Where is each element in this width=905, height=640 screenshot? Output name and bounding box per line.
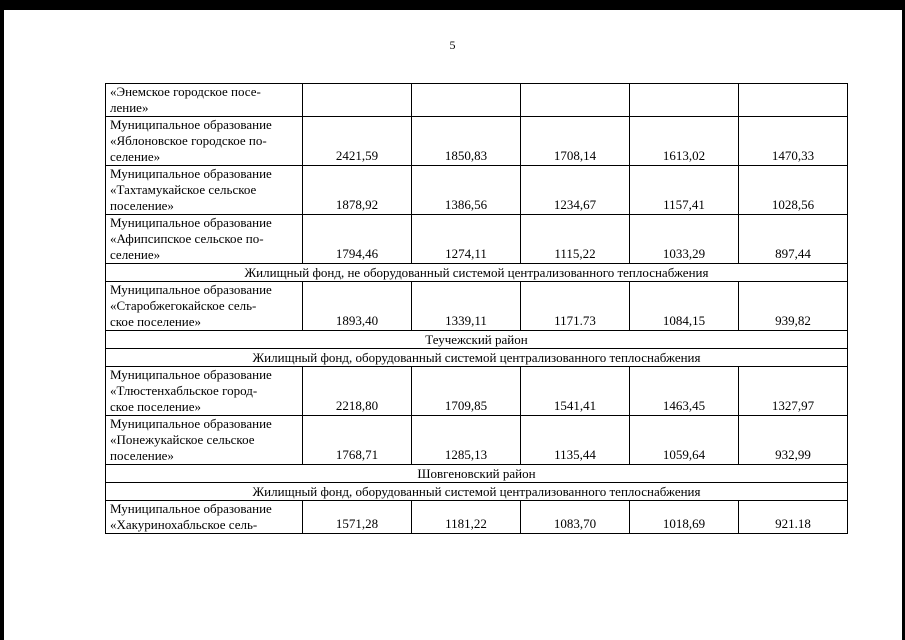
section-header: Жилищный фонд, оборудованный системой централизованного теплоснабжения (106, 349, 848, 367)
municipality-name-cell (106, 84, 303, 117)
municipality-name-line: поселение» (110, 198, 174, 213)
tariff-table (105, 83, 848, 534)
municipality-name-line: «Яблоновское городское по- (110, 133, 267, 148)
municipality-name-cell (106, 166, 303, 215)
municipality-name-line: Муниципальное образование (110, 117, 272, 132)
municipality-name-line: Муниципальное образование (110, 501, 272, 516)
municipality-name-line: «Понежукайское сельское (110, 432, 255, 447)
municipality-name-line: ское поселение» (110, 314, 202, 329)
value-cell: 1018,69 (630, 501, 739, 534)
value-cell: 1708,14 (521, 117, 630, 166)
value-cell (630, 84, 739, 117)
municipality-name-line: «Старобжегокайское сель- (110, 298, 257, 313)
municipality-name-line: Муниципальное образование (110, 215, 272, 230)
value-cell: 939,82 (739, 282, 848, 331)
page-number: 5 (449, 38, 456, 52)
value-cell: 2218,80 (303, 367, 412, 416)
value-cell: 1613,02 (630, 117, 739, 166)
value-cell: 897,44 (739, 215, 848, 264)
municipality-name-line: поселение» (110, 448, 174, 463)
value-cell: 1463,45 (630, 367, 739, 416)
municipality-name-cell (106, 117, 303, 166)
table-row (106, 501, 848, 534)
value-cell: 1285,13 (412, 416, 521, 465)
value-cell: 1470,33 (739, 117, 848, 166)
value-cell: 1794,46 (303, 215, 412, 264)
value-cell: 932,99 (739, 416, 848, 465)
value-cell: 1157,41 (630, 166, 739, 215)
municipality-name-line: ление» (110, 100, 149, 115)
value-cell: 1028,56 (739, 166, 848, 215)
municipality-name-line: селение» (110, 149, 161, 164)
value-cell: 1850,83 (412, 117, 521, 166)
section-header-row (106, 264, 848, 282)
value-cell: 1878,92 (303, 166, 412, 215)
value-cell: 1234,67 (521, 166, 630, 215)
value-cell: 921.18 (739, 501, 848, 534)
municipality-name-line: «Энемское городское посе- (110, 84, 261, 99)
municipality-name-cell (106, 282, 303, 331)
value-cell: 1339,11 (412, 282, 521, 331)
section-header-row (106, 465, 848, 483)
section-header: Теучежский район (106, 331, 848, 349)
scan-left-border (0, 0, 4, 640)
table-row (106, 367, 848, 416)
municipality-name-line: Муниципальное образование (110, 367, 272, 382)
scan-top-border (0, 0, 905, 10)
value-cell: 1893,40 (303, 282, 412, 331)
municipality-name-cell (106, 367, 303, 416)
table-row (106, 84, 848, 117)
value-cell: 1541,41 (521, 367, 630, 416)
municipality-name-line: Муниципальное образование (110, 166, 272, 181)
section-header: Жилищный фонд, не оборудованный системой централизованного теплоснабжения (106, 264, 848, 282)
municipality-name-cell (106, 215, 303, 264)
municipality-name-cell (106, 501, 303, 534)
municipality-name-cell (106, 416, 303, 465)
value-cell (303, 84, 412, 117)
municipality-name-line: ское поселение» (110, 399, 202, 414)
value-cell (739, 84, 848, 117)
tariff-table-body (106, 84, 848, 534)
value-cell (412, 84, 521, 117)
municipality-name-line: Муниципальное образование (110, 416, 272, 431)
value-cell: 1181,22 (412, 501, 521, 534)
municipality-name-line: селение» (110, 247, 161, 262)
table-row (106, 416, 848, 465)
value-cell: 1059,64 (630, 416, 739, 465)
municipality-name-line: «Тлюстенхабльское город- (110, 383, 258, 398)
municipality-name-line: «Тахтамукайское сельское (110, 182, 257, 197)
value-cell: 1768,71 (303, 416, 412, 465)
value-cell: 1033,29 (630, 215, 739, 264)
value-cell: 1084,15 (630, 282, 739, 331)
value-cell (521, 84, 630, 117)
section-header-row (106, 349, 848, 367)
section-header: Жилищный фонд, оборудованный системой централизованного теплоснабжения (106, 483, 848, 501)
value-cell: 2421,59 (303, 117, 412, 166)
table-row (106, 166, 848, 215)
table-row (106, 282, 848, 331)
municipality-name-line: Муниципальное образование (110, 282, 272, 297)
value-cell: 1386,56 (412, 166, 521, 215)
table-row (106, 215, 848, 264)
value-cell: 1327,97 (739, 367, 848, 416)
table-row (106, 117, 848, 166)
section-header: Шовгеновский район (106, 465, 848, 483)
value-cell: 1115,22 (521, 215, 630, 264)
value-cell: 1171.73 (521, 282, 630, 331)
value-cell: 1083,70 (521, 501, 630, 534)
value-cell: 1135,44 (521, 416, 630, 465)
value-cell: 1709,85 (412, 367, 521, 416)
section-header-row (106, 483, 848, 501)
section-header-row (106, 331, 848, 349)
municipality-name-line: «Хакуринохабльское сель- (110, 517, 258, 532)
municipality-name-line: «Афипсипское сельское по- (110, 231, 264, 246)
value-cell: 1274,11 (412, 215, 521, 264)
value-cell: 1571,28 (303, 501, 412, 534)
